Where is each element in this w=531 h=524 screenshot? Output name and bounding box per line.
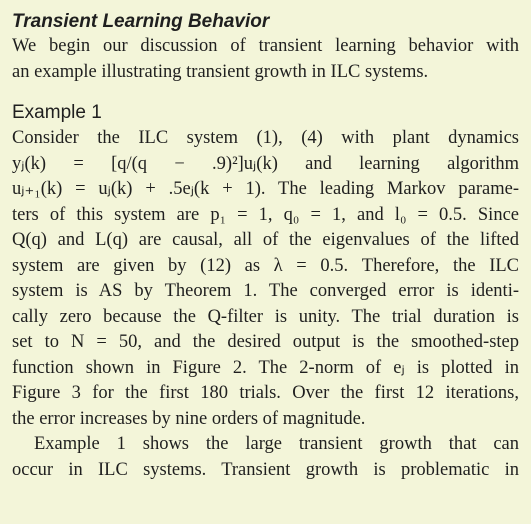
- example-line: ters of this system are p₁ = 1, q₀ = 1, and l₀ = 0.5. Since: [12, 204, 519, 225]
- example-line: the error increases by nine orders of magnitude.: [12, 408, 366, 429]
- example-line: Figure 3 for the first 180 trials. Over the first 12 iterations,: [12, 383, 519, 403]
- example-line: Q(q) and L(q) are causal, all of the eigenvalues of the lifted: [12, 230, 519, 250]
- example-line: uⱼ₊₁(k) = uⱼ(k) + .5eⱼ(k + 1). The leading Markov parame-: [12, 179, 519, 199]
- continuation-paragraph: [12, 432, 519, 483]
- example-line: yⱼ(k) = [q/(q − .9)²]uⱼ(k) and learning algorithm: [12, 153, 519, 174]
- section-heading: Transient Learning Behavior: [12, 11, 270, 32]
- continuation-line: Example 1 shows the large transient growth that can: [34, 434, 519, 454]
- example-line: function shown in Figure 2. The 2-norm of eⱼ is plotted in: [12, 357, 519, 378]
- example-paragraph: [12, 126, 519, 432]
- intro-line: an example illustrating transient growth in ILC systems.: [12, 61, 429, 82]
- example-line: set to N = 50, and the desired output is the smoothed-step: [12, 332, 519, 352]
- intro-paragraph: [12, 34, 519, 85]
- example-line: cally zero because the Q-filter is unity. The trial duration is: [12, 306, 519, 327]
- example-line: system are given by (12) as λ = 0.5. Therefore, the ILC: [12, 255, 519, 276]
- example-label: Example 1: [12, 102, 102, 123]
- example-line: system is AS by Theorem 1. The converged error is identi-: [12, 281, 519, 301]
- example-line: Consider the ILC system (1), (4) with plant dynamics: [12, 128, 519, 148]
- intro-line: We begin our discussion of transient learning behavior with: [12, 36, 519, 56]
- continuation-line: occur in ILC systems. Transient growth is problematic in: [12, 459, 519, 480]
